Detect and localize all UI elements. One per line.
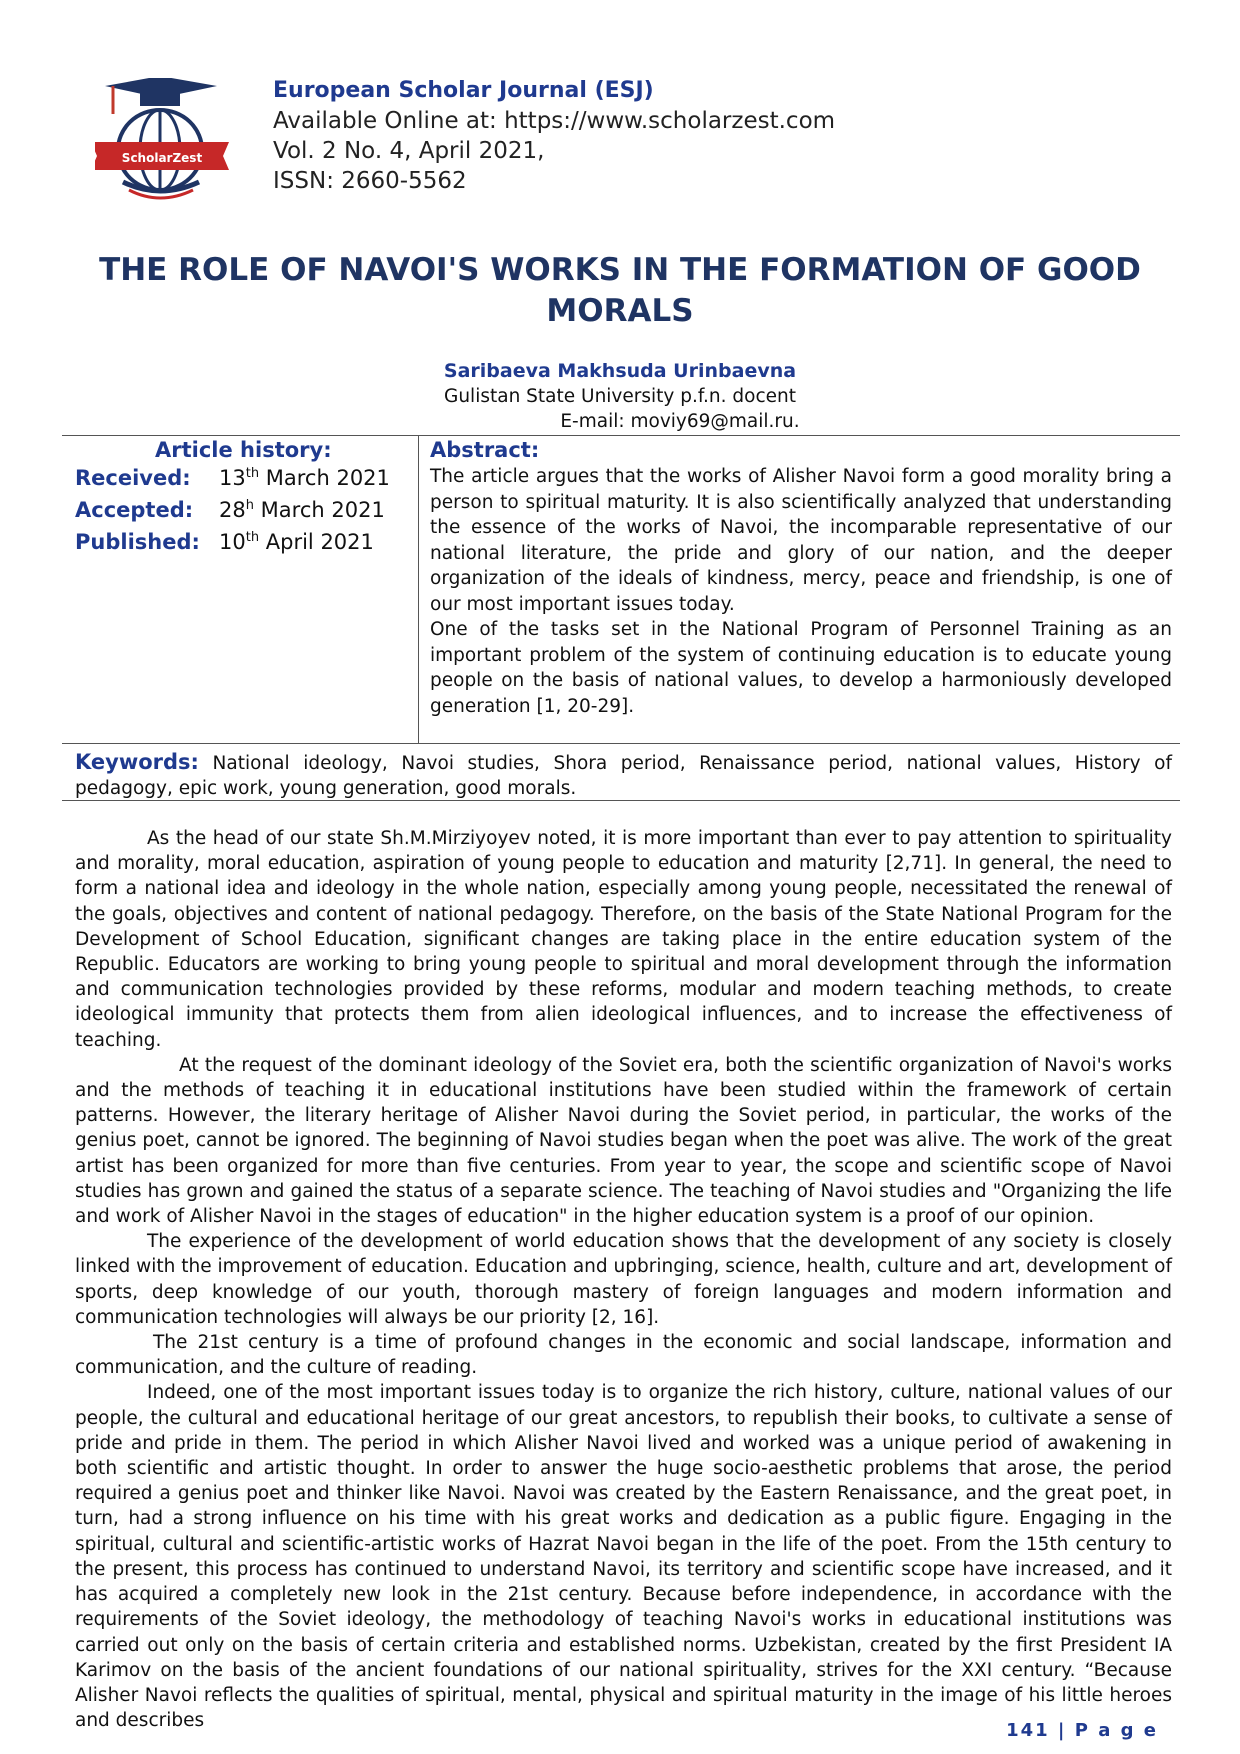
keywords-label: Keywords: — [75, 750, 199, 774]
author-email: E-mail: moviy69@mail.ru. — [560, 411, 800, 432]
accepted-date: March 2021 — [260, 498, 385, 522]
received-date: March 2021 — [265, 466, 390, 490]
author-name: Saribaeva Makhsuda Urinbaevna — [443, 360, 797, 382]
body-paragraph: Indeed, one of the most important issues today is to organize the rich history, culture, national values of our people, the cultural and educational heritage of our great ancestors, to republish their books, to cultivate a sense of pride and pride in them. The period in which Alisher Navoi lived and worked was a unique period of awakening in both scientific and artistic thought. In order to answer the huge socio-aesthetic problems that arose, the period required a genius poet and thinker like Navoi. Navoi was created by the Eastern Renaissance, and the great poet, in turn, had a strong influence on his time with his great works and dedication as a public figure. Engaging in the spiritual, cultural and scientific-artistic works of Hazrat Navoi began in the life of the poet. From the 15th century to the present, this process has continued to understand Navoi, its territory and scientific scope have increased, and it has acquired a completely new look in the 21st century. Because before independence, in accordance with the requirements of the Soviet ideology, the methodology of teaching Navoi's works in educational institutions was carried out only on the basis of certain criteria and established norms. Uzbekistan, created by the first President IA Karimov on the basis of the ancient foundations of our national spirituality, strives for the XXI century. “Because Alisher Navoi reflects the qualities of spiritual, mental, physical and spiritual maturity in the image of his little heroes and describes — [75, 1382, 1172, 1732]
author-affiliation: Gulistan State University p.f.n. docent — [444, 386, 796, 407]
history-accepted — [75, 498, 385, 522]
author-block — [0, 358, 1240, 434]
journal-logo — [95, 78, 235, 208]
history-published — [75, 530, 374, 554]
published-suffix: th — [245, 530, 260, 545]
published-day: 10 — [219, 530, 246, 554]
logo-text: ScholarZest — [121, 151, 203, 165]
published-label: Published: — [75, 530, 200, 554]
abstract-text — [430, 464, 1172, 719]
article-history-heading: Article history: — [155, 438, 332, 462]
history-received — [75, 466, 390, 490]
received-day: 13 — [219, 466, 246, 490]
body-paragraph: As the head of our state Sh.M.Mirziyoyev noted, it is more important than ever to pay attention to spirituality and morality, moral education, aspiration of young people to education and maturity [2,71]. In general, the need to form a national idea and ideology in the whole nation, especially among young people, necessitated the renewal of the goals, objectives and content of national pedagogy. Therefore, on the basis of the State National Program for the Development of School Education, significant changes are taking place in the entire education system of the Republic. Educators are working to bring young people to spiritual and moral development through the information and communication technologies provided by these reforms, modular and modern teaching methods, to create ideological immunity that protects them from alien ideological influences, and to increase the effectiveness of teaching. — [75, 828, 1172, 1051]
accepted-label: Accepted: — [75, 498, 194, 522]
published-date: April 2021 — [265, 530, 374, 554]
received-suffix: th — [245, 466, 260, 481]
table-middle-rule — [62, 743, 1180, 744]
table-top-rule — [62, 435, 1180, 436]
keywords — [75, 750, 1172, 801]
received-label: Received: — [75, 466, 191, 490]
keywords-text: National ideology, Navoi studies, Shora period, Renaissance period, national values, History of pedagogy, epic work, young generation, good morals. — [75, 753, 1172, 799]
article-body — [75, 826, 1172, 1733]
accepted-suffix: h — [245, 498, 254, 513]
body-paragraph: The 21st century is a time of profound changes in the economic and social landscape, information and communication, and the culture of reading. — [75, 1332, 1172, 1379]
journal-name: European Scholar Journal (ESJ) — [273, 78, 654, 103]
page-number: 141 | P a g e — [1006, 1720, 1158, 1741]
journal-volume: Vol. 2 No. 4, April 2021, — [273, 138, 545, 164]
body-paragraph: The experience of the development of world education shows that the development of any society is closely linked with the improvement of education. Education and upbringing, science, health, culture and art, development of sports, deep knowledge of our youth, thorough mastery of foreign languages and modern information and communication technologies will always be our priority [2, 16]. — [75, 1231, 1172, 1328]
accepted-day: 28 — [219, 498, 246, 522]
journal-issn: ISSN: 2660-5562 — [273, 168, 467, 194]
body-paragraph: At the request of the dominant ideology of the Soviet era, both the scientific organization of Navoi's works and the methods of teaching it in educational institutions have been studied within the framework of certain patterns. However, the literary heritage of Alisher Navoi during the Soviet period, in particular, the works of the genius poet, cannot be ignored. The beginning of Navoi studies began when the poet was alive. The work of the great artist has been organized for more than five centuries. From year to year, the scope and scientific scope of Navoi studies has grown and gained the status of a separate science. The teaching of Navoi studies and "Organizing the life and work of Alisher Navoi in the stages of education" in the higher education system is a proof of our opinion. — [75, 1054, 1172, 1228]
abstract-heading: Abstract: — [430, 438, 540, 462]
journal-header — [273, 76, 835, 196]
table-column-divider — [418, 436, 419, 743]
journal-url: Available Online at: https://www.scholarzest.com — [273, 108, 836, 134]
abstract-paragraph: One of the tasks set in the National Program of Personnel Training as an important problem of the system of continuing education is to educate young people on the basis of national values, to develop a harmoniously developed generation [1, 20-29]. — [430, 619, 1172, 717]
article-title: THE ROLE OF NAVOI'S WORKS IN THE FORMATION OF GOOD MORALS — [99, 252, 1141, 329]
abstract-paragraph: The article argues that the works of Alisher Navoi form a good morality bring a person to spiritual maturity. It is also scientifically analyzed that understanding the essence of the works of Navoi, the incomparable representative of our national literature, the pride and glory of our nation, and the deeper organization of the ideals of kindness, mercy, peace and friendship, is one of our most important issues today. — [430, 466, 1172, 615]
